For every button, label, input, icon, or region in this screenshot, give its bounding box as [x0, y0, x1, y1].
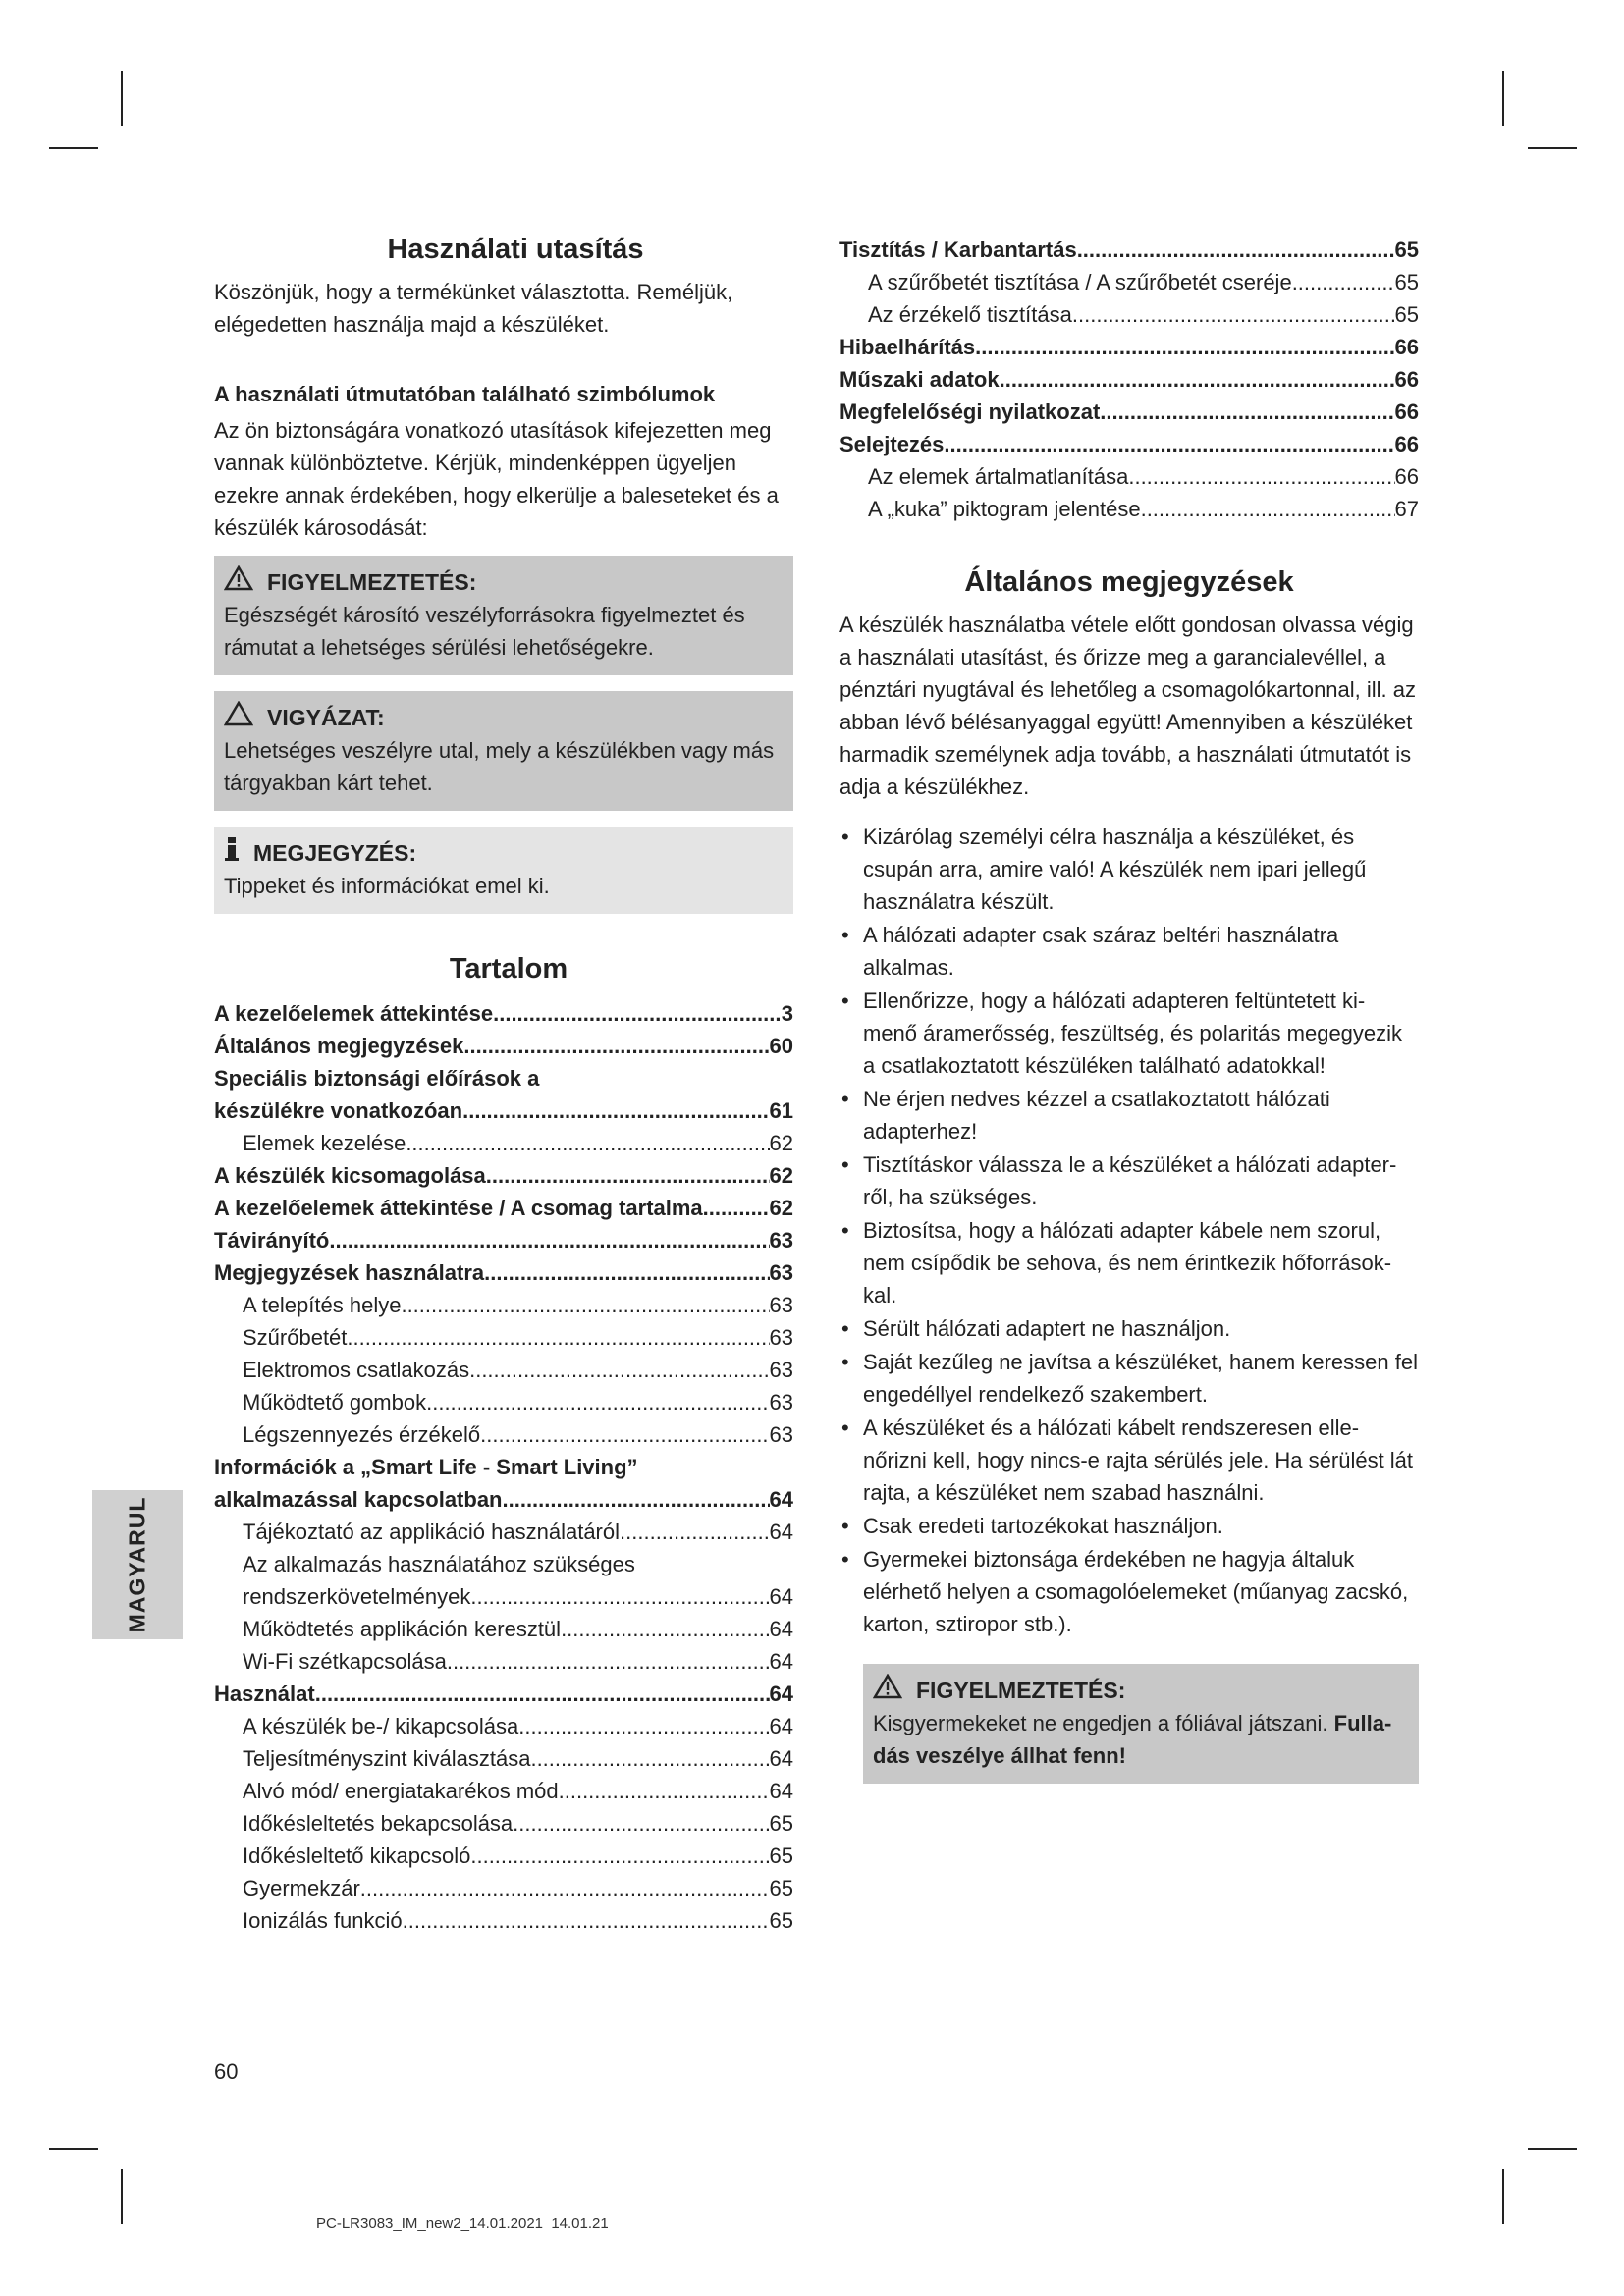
toc-leader-dots	[470, 1580, 769, 1613]
toc-entry-label: Az érzékelő tisztítása	[868, 302, 1072, 327]
toc-leader-dots	[480, 1418, 769, 1451]
toc-page-number: 62	[769, 1196, 793, 1220]
toc-leader-dots	[406, 1127, 769, 1159]
toc-entry[interactable]	[214, 1710, 793, 1742]
toc-entry[interactable]	[839, 234, 1419, 266]
toc-entry[interactable]	[214, 997, 793, 1030]
toc-leader-dots	[469, 1354, 769, 1386]
toc-entry-label: Selejtezés	[839, 432, 945, 456]
toc-leader-dots	[518, 1710, 769, 1742]
warning-triangle-icon	[873, 1674, 902, 1707]
toc-page-number: 65	[769, 1811, 793, 1836]
safety-list-item: • Csak eredeti tartozékokat használjon.	[839, 1510, 1419, 1542]
toc-entry-label: Használat	[214, 1682, 315, 1706]
toc-entry-label: Ionizálás funkció	[243, 1908, 403, 1933]
toc-page-number: 64	[769, 1520, 793, 1544]
safety-list-item: • Sérült hálózati adaptert ne használjon.	[839, 1312, 1419, 1345]
toc-leader-dots	[561, 1613, 769, 1645]
toc-entry[interactable]	[214, 1580, 793, 1613]
toc-entry-label: Működtetés applikáción keresztül	[243, 1617, 562, 1641]
toc-entry[interactable]	[214, 1678, 793, 1710]
caution-box	[214, 691, 793, 811]
toc-entry[interactable]	[214, 1775, 793, 1807]
toc-entry[interactable]	[214, 1483, 793, 1516]
toc-leader-dots	[503, 1483, 770, 1516]
crop-mark	[1502, 71, 1504, 126]
toc-entry[interactable]	[214, 1192, 793, 1224]
toc-entry[interactable]	[214, 1807, 793, 1840]
general-title: Általános megjegyzések	[964, 566, 1294, 598]
note-text: Tippeket és információkat emel ki.	[224, 874, 550, 898]
safety-list-item: • Ne érjen nedves kézzel a csatlakoztatott hálózati adapterhez!	[839, 1083, 1419, 1148]
toc-entry[interactable]	[839, 298, 1419, 331]
toc-leader-dots	[1100, 396, 1394, 428]
warning-triangle-icon	[224, 565, 253, 599]
toc-entry[interactable]	[214, 1224, 793, 1256]
toc-entry-label: Tájékoztató az applikáció használatáról	[243, 1520, 621, 1544]
toc-entry[interactable]	[214, 1742, 793, 1775]
toc-entry[interactable]	[214, 1321, 793, 1354]
toc-entry[interactable]	[214, 1354, 793, 1386]
toc-page-number: 65	[1394, 302, 1419, 327]
toc-leader-dots	[426, 1386, 769, 1418]
toc-page-number: 65	[1394, 238, 1419, 262]
toc-leader-dots	[484, 1256, 769, 1289]
toc-page-number: 62	[769, 1163, 793, 1188]
toc-page-number: 66	[1394, 367, 1419, 392]
toc-entry[interactable]	[839, 428, 1419, 460]
warning-title-2: FIGYELMEZTETÉS:	[916, 1678, 1126, 1703]
toc-entry-label: Hibaelhárítás	[839, 335, 976, 359]
toc-entry-label: Működtető gombok	[243, 1390, 427, 1415]
toc-entry-label: A szűrőbetét tisztítása / A szűrőbetét cseréje	[868, 270, 1292, 294]
toc-entry-label: Szűrőbetét	[243, 1325, 348, 1350]
toc-leader-dots	[1141, 493, 1395, 525]
toc-leader-dots	[1292, 266, 1395, 298]
safety-list-item: • Tisztításkor válassza le a készüléket a hálózati adapter-ről, ha szükséges.	[839, 1148, 1419, 1213]
crop-mark	[121, 71, 123, 126]
crop-mark	[1502, 2169, 1504, 2224]
toc-page-number: 64	[769, 1617, 793, 1641]
info-icon	[224, 836, 240, 870]
toc-entry[interactable]	[214, 1127, 793, 1159]
toc-page-number: 65	[769, 1843, 793, 1868]
toc-entry[interactable]	[214, 1904, 793, 1937]
toc-leader-dots	[493, 997, 782, 1030]
footer-text: PC-LR3083_IM_new2_14.01.2021 14.01.21	[316, 2216, 609, 2232]
note-box	[214, 827, 793, 914]
toc-page-number: 3	[781, 1001, 793, 1026]
toc-leader-dots	[347, 1321, 769, 1354]
toc-heading: Speciális biztonsági előírások a	[214, 1066, 540, 1091]
toc-page-number: 63	[769, 1358, 793, 1382]
toc-entry-label: Megjegyzések használatra	[214, 1260, 485, 1285]
toc-leader-dots	[1128, 460, 1394, 493]
safety-list-item: • Saját kezűleg ne javítsa a készüléket, hanem keressen fel engedéllyel rendelkező szakembert.	[839, 1346, 1419, 1411]
toc-entry-label: Az elemek ártalmatlanítása	[868, 464, 1129, 489]
toc-entry-label: Általános megjegyzések	[214, 1034, 464, 1058]
warning-box	[214, 556, 793, 675]
toc-leader-dots	[1072, 298, 1395, 331]
toc-entry-label: Elektromos csatlakozás	[243, 1358, 470, 1382]
toc-entry[interactable]	[214, 1613, 793, 1645]
toc-entry-label: Elemek kezelése	[243, 1131, 406, 1155]
language-tab-label: MAGYARUL	[124, 1496, 150, 1633]
toc-entry[interactable]	[839, 363, 1419, 396]
safety-list-item: • Gyermekei biztonsága érdekében ne hagyja általuk elérhető helyen a csomagolóelemeket (műanyag zacskó, karton, sztiropor stb.).	[839, 1543, 1419, 1640]
toc-page-number: 64	[769, 1682, 793, 1706]
toc-heading: Az alkalmazás használatához szükséges	[243, 1552, 635, 1576]
toc-leader-dots	[975, 331, 1394, 363]
toc-left	[214, 997, 793, 1937]
toc-title: Tartalom	[449, 953, 568, 985]
crop-mark	[49, 2148, 98, 2150]
toc-entry[interactable]	[839, 266, 1419, 298]
right-column	[839, 234, 1419, 1784]
toc-entry[interactable]	[214, 1516, 793, 1548]
toc-entry-label: A kezelőelemek áttekintése / A csomag tartalma	[214, 1196, 703, 1220]
toc-leader-dots	[530, 1742, 769, 1775]
warning-box-2	[863, 1664, 1419, 1784]
toc-entry[interactable]	[214, 1418, 793, 1451]
caution-title: VIGYÁZAT:	[267, 705, 385, 730]
toc-page-number: 63	[769, 1325, 793, 1350]
safety-list-item: • Kizárólag személyi célra használja a készüléket, és csupán arra, amire való! A készülék nem ipari jellegű használatra készült.	[839, 821, 1419, 918]
toc-entry-label: alkalmazással kapcsolatban	[214, 1487, 503, 1512]
symbols-heading: A használati útmutatóban található szimbólumok	[214, 382, 716, 406]
safety-list-item: • Biztosítsa, hogy a hálózati adapter kábele nem szorul, nem csípődik be sehova, és nem érintkezik hőforrások-kal.	[839, 1214, 1419, 1311]
toc-entry-label: készülékre vonatkozóan	[214, 1098, 463, 1123]
toc-page-number: 63	[769, 1260, 793, 1285]
toc-entry[interactable]	[214, 1030, 793, 1062]
toc-entry[interactable]	[214, 1872, 793, 1904]
toc-entry[interactable]	[214, 1840, 793, 1872]
toc-entry[interactable]	[839, 331, 1419, 363]
toc-entry-label: Időkésleltetés bekapcsolása	[243, 1811, 514, 1836]
toc-leader-dots	[703, 1192, 770, 1224]
page-number: 60	[214, 2059, 239, 2084]
toc-entry-label: Alvó mód/ energiatakarékos mód	[243, 1779, 559, 1803]
symbols-text: Az ön biztonságára vonatkozó utasítások kifejezetten meg vannak különböztetve. Kérjük, mindenképpen ügyeljen ezekre annak érdekében, hogy elkerülje a baleseteket és a készülék károsodását:	[214, 418, 779, 540]
toc-entry-label: Tisztítás / Karbantartás	[839, 238, 1077, 262]
warning-text: Egészségét károsító veszélyforrásokra figyelmeztet és rámutat a lehetséges sérülési lehetőségekre.	[224, 603, 745, 660]
manual-title: Használati utasítás	[387, 234, 644, 265]
toc-entry-label: Gyermekzár	[243, 1876, 360, 1900]
toc-entry-label: Távirányító	[214, 1228, 330, 1253]
toc-leader-dots	[463, 1030, 769, 1062]
safety-list	[839, 821, 1419, 1640]
toc-entry[interactable]	[214, 1159, 793, 1192]
language-tab	[92, 1490, 183, 1639]
toc-entry[interactable]	[839, 460, 1419, 493]
toc-entry[interactable]	[839, 493, 1419, 525]
toc-page-number: 66	[1394, 335, 1419, 359]
toc-entry-label: rendszerkövetelmények	[243, 1584, 471, 1609]
toc-page-number: 65	[769, 1908, 793, 1933]
toc-page-number: 64	[769, 1584, 793, 1609]
crop-mark	[1528, 147, 1577, 149]
warning-text-2: Kisgyermekeket ne engedjen a fóliával játszani.	[873, 1711, 1328, 1735]
toc-page-number: 67	[1394, 497, 1419, 521]
toc-entry[interactable]	[214, 1386, 793, 1418]
crop-mark	[49, 147, 98, 149]
toc-page-number: 64	[769, 1779, 793, 1803]
toc-entry-label: A készülék be-/ kikapcsolása	[243, 1714, 519, 1738]
safety-list-item: • A készüléket és a hálózati kábelt rendszeresen elle-nőrizni kell, hogy nincs-e rajta sérülés jele. Ha sérülést lát rajta, a készüléket nem szabad használni.	[839, 1412, 1419, 1509]
toc-page-number: 63	[769, 1390, 793, 1415]
intro-text: Köszönjük, hogy a termékünket választotta. Reméljük, elégedetten használja majd a készüléket.	[214, 280, 733, 337]
toc-leader-dots	[329, 1224, 769, 1256]
note-title: MEGJEGYZÉS:	[253, 840, 417, 866]
warning-title: FIGYELMEZTETÉS:	[267, 569, 477, 595]
toc-leader-dots	[470, 1840, 769, 1872]
caution-triangle-icon	[224, 701, 253, 734]
toc-entry-label: Megfelelőségi nyilatkozat	[839, 400, 1101, 424]
toc-leader-dots	[944, 428, 1394, 460]
caution-text: Lehetséges veszélyre utal, mely a készülékben vagy más tárgyakban kárt tehet.	[224, 738, 775, 795]
toc-page-number: 64	[769, 1714, 793, 1738]
toc-page-number: 66	[1394, 432, 1419, 456]
toc-page-number: 61	[769, 1098, 793, 1123]
toc-right	[839, 234, 1419, 525]
toc-entry-label: Műszaki adatok	[839, 367, 1000, 392]
toc-entry-label: Időkésleltető kikapcsoló	[243, 1843, 471, 1868]
toc-leader-dots	[559, 1775, 770, 1807]
toc-entry-label: A készülék kicsomagolása	[214, 1163, 486, 1188]
toc-leader-dots	[401, 1289, 769, 1321]
toc-leader-dots	[1000, 363, 1395, 396]
crop-mark	[121, 2169, 123, 2224]
toc-page-number: 64	[769, 1649, 793, 1674]
toc-leader-dots	[486, 1159, 770, 1192]
toc-leader-dots	[360, 1872, 770, 1904]
toc-page-number: 63	[769, 1422, 793, 1447]
toc-leader-dots	[447, 1645, 770, 1678]
toc-page-number: 63	[769, 1228, 793, 1253]
toc-entry-label: A kezelőelemek áttekintése	[214, 1001, 494, 1026]
toc-page-number: 64	[769, 1746, 793, 1771]
toc-entry[interactable]	[839, 396, 1419, 428]
toc-leader-dots	[462, 1095, 769, 1127]
toc-entry-label: Légszennyezés érzékelő	[243, 1422, 481, 1447]
toc-page-number: 66	[1394, 464, 1419, 489]
safety-list-item: • A hálózati adapter csak száraz beltéri használatra alkalmas.	[839, 919, 1419, 984]
toc-page-number: 63	[769, 1293, 793, 1317]
toc-entry[interactable]	[214, 1289, 793, 1321]
toc-leader-dots	[315, 1678, 770, 1710]
toc-leader-dots	[620, 1516, 770, 1548]
toc-entry-label: A „kuka” piktogram jelentése	[868, 497, 1141, 521]
toc-entry[interactable]	[214, 1095, 793, 1127]
toc-leader-dots	[1077, 234, 1395, 266]
toc-page-number: 65	[1394, 270, 1419, 294]
crop-mark	[1528, 2148, 1577, 2150]
toc-page-number: 65	[769, 1876, 793, 1900]
toc-page-number: 60	[769, 1034, 793, 1058]
toc-leader-dots	[403, 1904, 770, 1937]
toc-entry-label: Wi-Fi szétkapcsolása	[243, 1649, 447, 1674]
safety-list-item: • Ellenőrizze, hogy a hálózati adapteren feltüntetett ki-menő áramerősség, feszültség, és polaritás megegyezik a csatlakoztatott készüléken található adatokkal!	[839, 985, 1419, 1082]
toc-page-number: 64	[769, 1487, 793, 1512]
general-text: A készülék használatba vétele előtt gondosan olvassa végig a használati utasítást, és őrizze meg a garancialevéllel, a pénztári nyugtával és lehetőleg a csomagolókartonnal, ill. az abban lévő bélésanyaggal együtt! Amennyiben a készüléket harmadik személynek adja tovább, a használati útmutatót is adja a készülékhez.	[839, 613, 1417, 799]
toc-entry[interactable]	[214, 1645, 793, 1678]
left-column	[214, 234, 793, 1937]
toc-leader-dots	[513, 1807, 769, 1840]
toc-page-number: 62	[769, 1131, 793, 1155]
toc-entry[interactable]	[214, 1256, 793, 1289]
toc-page-number: 66	[1394, 400, 1419, 424]
toc-heading: Információk a „Smart Life - Smart Living”	[214, 1455, 638, 1479]
toc-entry-label: A telepítés helye	[243, 1293, 402, 1317]
toc-entry-label: Teljesítményszint kiválasztása	[243, 1746, 531, 1771]
warning-bold-text-2: Fulla-dás veszélye állhat fenn!	[873, 1711, 1392, 1768]
